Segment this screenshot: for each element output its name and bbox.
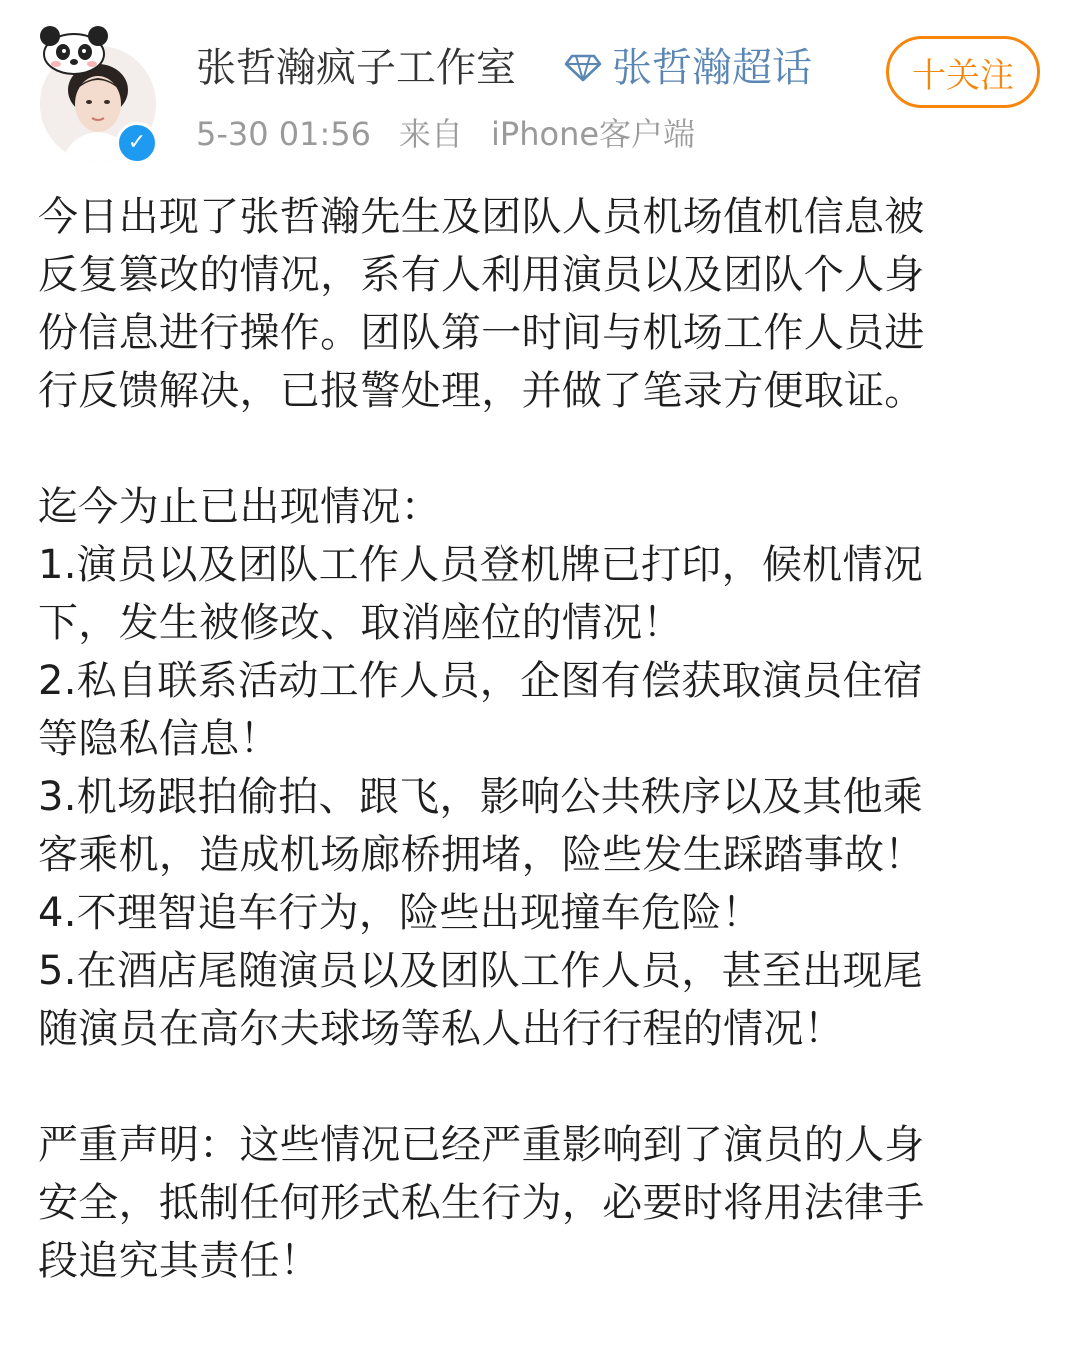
- verified-badge-icon: ✓: [116, 122, 158, 164]
- post-line: 严重声明：这些情况已经严重影响到了演员的人身: [38, 1122, 925, 1168]
- post-line: 下，发生被修改、取消座位的情况！: [38, 600, 683, 646]
- post-line: 1.演员以及团队工作人员登机牌已打印，候机情况: [38, 542, 924, 588]
- post-body: [38, 188, 1048, 1290]
- post-line: 段追究其责任！: [38, 1238, 321, 1284]
- post-line: 客乘机，造成机场廊桥拥堵，险些发生踩踏事故！: [38, 832, 925, 878]
- post-line: 行反馈解决，已报警处理，并做了笔录方便取证。: [38, 368, 925, 414]
- avatar-container[interactable]: [30, 20, 170, 160]
- post-line: 4.不理智追车行为，险些出现撞车危险！: [38, 890, 762, 936]
- diamond-icon: [564, 53, 602, 83]
- post-line: 等隐私信息！: [38, 716, 280, 762]
- post-source[interactable]: iPhone客户端: [491, 115, 696, 153]
- post-line: 份信息进行操作。团队第一时间与机场工作人员进: [38, 310, 925, 356]
- super-topic-link[interactable]: [564, 40, 812, 96]
- post-timestamp: 5-30 01:56: [196, 115, 372, 153]
- post-line: 随演员在高尔夫球场等私人出行行程的情况！: [38, 1006, 844, 1052]
- post-line: 5.在酒店尾随演员以及团队工作人员，甚至出现尾: [38, 948, 924, 994]
- post-line: 2.私自联系活动工作人员，企图有偿获取演员住宿: [38, 658, 924, 704]
- post-line: 3.机场跟拍偷拍、跟飞，影响公共秩序以及其他乘: [38, 774, 924, 820]
- user-name[interactable]: 张哲瀚疯子工作室: [196, 45, 516, 91]
- post-source-prefix: 来自: [399, 115, 464, 153]
- post-line: 安全，抵制任何形式私生行为，必要时将用法律手: [38, 1180, 925, 1226]
- post-paragraph-2: [38, 478, 1048, 1058]
- follow-button[interactable]: 十关注: [886, 36, 1040, 108]
- post-line: 今日出现了张哲瀚先生及团队人员机场值机信息被: [38, 194, 925, 240]
- post-paragraph-1: [38, 188, 1048, 420]
- post-meta: [196, 110, 695, 158]
- super-topic-label: 张哲瀚超话: [612, 45, 812, 91]
- post-paragraph-3: [38, 1116, 1048, 1290]
- paragraph-gap: [38, 420, 1048, 478]
- post-line: 反复篡改的情况，系有人利用演员以及团队个人身: [38, 252, 925, 298]
- paragraph-gap: [38, 1058, 1048, 1116]
- panda-icon: [30, 20, 118, 76]
- post-line: 迄今为止已出现情况：: [38, 484, 441, 530]
- post-header: [0, 0, 1080, 170]
